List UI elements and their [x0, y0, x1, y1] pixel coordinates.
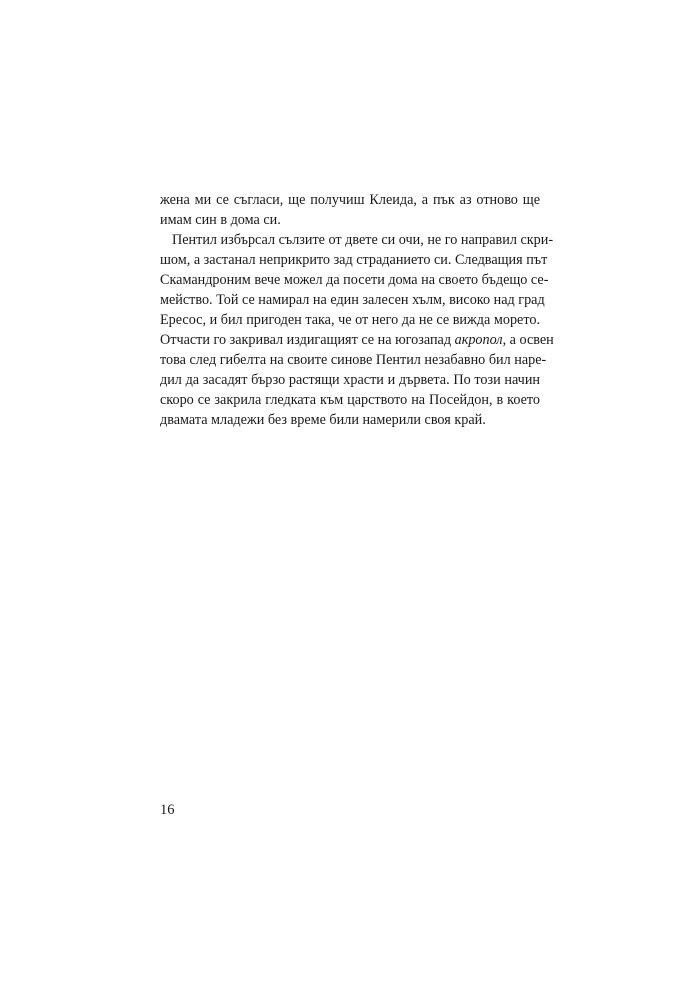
body-text	[160, 190, 554, 430]
text-line-7: Ересос, и бил пригоден така, че от него да не се вижда морето.	[160, 312, 540, 328]
italic-term-akropol: акропол	[454, 332, 503, 348]
text-line-12: двамата младежи без време били намерили своя край.	[160, 412, 486, 428]
text-line-1: жена ми се съгласи, ще получиш Клеида, а пък аз отново ще	[160, 192, 540, 208]
page-number: 16	[160, 802, 175, 818]
text-line-8-start: Отчасти го закривал издигащият се на югозапад	[160, 332, 455, 348]
text-line-4: шом, а застанал неприкрито зад страданието си. Следващия път	[160, 252, 548, 268]
text-line-9: това след гибелта на своите синове Пентил незабавно бил наре-	[160, 352, 547, 368]
text-line-3: Пентил избърсал сълзите от двете си очи, не го направил скри-	[172, 232, 554, 248]
text-line-6: мейство. Той се намирал на един залесен хълм, високо над град	[160, 292, 545, 308]
text-line-2: имам син в дома си.	[160, 212, 281, 228]
text-line-5: Скамандроним вече можел да посети дома на своето бъдещо се-	[160, 272, 549, 288]
text-line-8	[160, 330, 554, 350]
text-line-8-end: , а освен	[502, 332, 554, 348]
text-line-10: дил да засадят бързо растящи храсти и дървета. По този начин	[160, 372, 540, 388]
text-line-11: скоро се закрила гледката към царството на Посейдон, в което	[160, 392, 540, 408]
